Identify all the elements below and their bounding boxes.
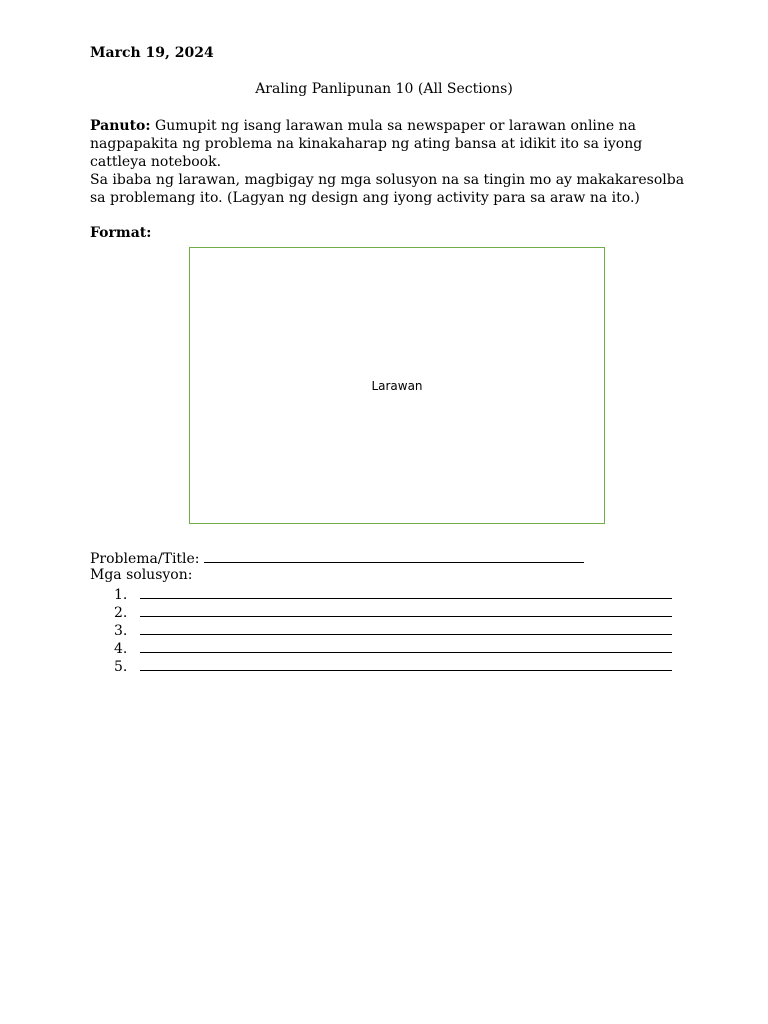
solution-item xyxy=(90,585,690,603)
solution-number: 3. xyxy=(114,623,128,639)
solution-list xyxy=(90,585,690,675)
subject-title: Araling Panlipunan 10 (All Sections) xyxy=(255,81,513,97)
image-placeholder-box xyxy=(189,247,605,524)
document-date: March 19, 2024 xyxy=(90,45,214,61)
solution-blank xyxy=(140,603,672,617)
solution-item xyxy=(90,657,690,675)
solution-item xyxy=(90,621,690,639)
instructions-label: Panuto: xyxy=(90,118,151,134)
solution-blank xyxy=(140,621,672,635)
problem-title-blank xyxy=(204,549,584,563)
solution-number: 4. xyxy=(114,641,128,657)
solution-item xyxy=(90,639,690,657)
instructions-paragraph-1 xyxy=(90,117,690,171)
instructions-block xyxy=(90,117,690,207)
solution-number: 2. xyxy=(114,605,128,621)
solution-blank xyxy=(140,657,672,671)
image-placeholder-label: Larawan xyxy=(371,378,423,393)
solution-number: 1. xyxy=(114,587,128,603)
solution-blank xyxy=(140,639,672,653)
solutions-label: Mga solusyon: xyxy=(90,567,193,583)
instructions-text-1: Gumupit ng isang larawan mula sa newspaper or larawan online na nagpapakita ng problema na kinakaharap ng ating bansa at idikit ito sa iyong cattleya notebook. xyxy=(90,118,643,170)
problem-title-line xyxy=(90,549,584,567)
format-label: Format: xyxy=(90,225,152,241)
instructions-paragraph-2: Sa ibaba ng larawan, magbigay ng mga solusyon na sa tingin mo ay makakaresolba sa problemang ito. (Lagyan ng design ang iyong activity para sa araw na ito.) xyxy=(90,172,685,206)
solution-blank xyxy=(140,585,672,599)
solution-item xyxy=(90,603,690,621)
problem-title-label: Problema/Title: xyxy=(90,551,200,567)
solution-number: 5. xyxy=(114,659,128,675)
